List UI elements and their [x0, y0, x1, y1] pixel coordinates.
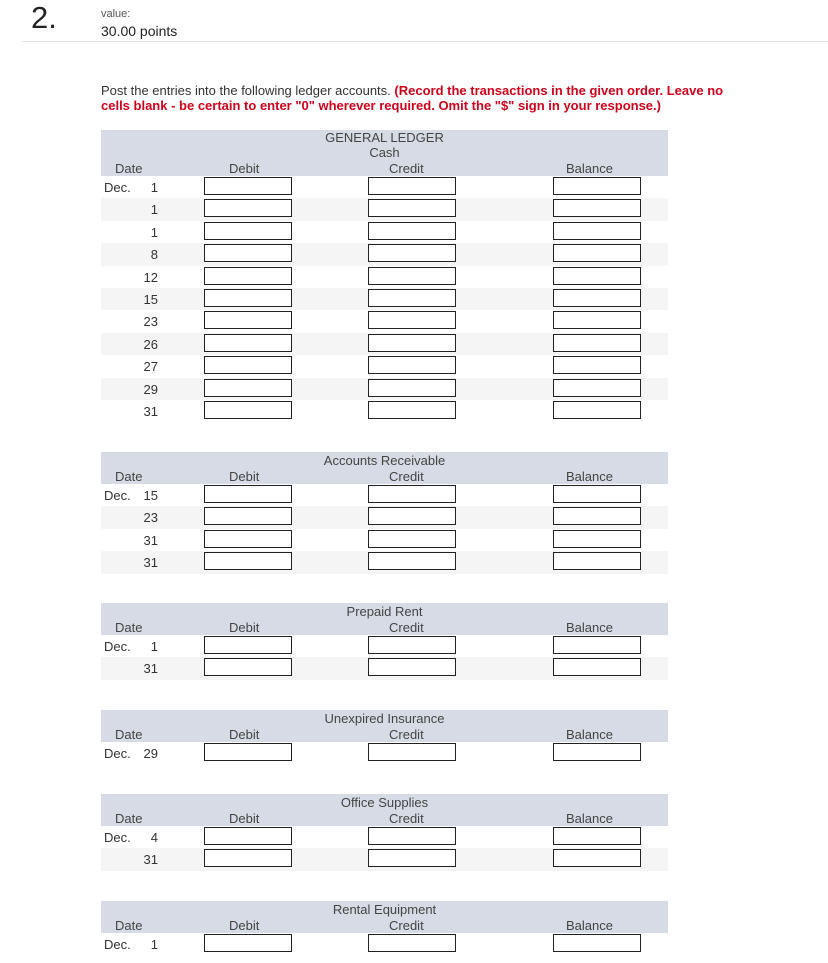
balance-input[interactable]: [553, 244, 641, 262]
row-month: Dec.: [104, 639, 131, 654]
debit-input[interactable]: [204, 334, 292, 352]
ledger-office-supplies: [101, 794, 668, 871]
ledger-row: [101, 198, 668, 220]
ledger-row: [101, 933, 668, 955]
credit-input[interactable]: [368, 401, 456, 419]
balance-input[interactable]: [553, 849, 641, 867]
balance-input[interactable]: [553, 356, 641, 374]
ledger-row: [101, 176, 668, 198]
ledger-header: [101, 794, 668, 826]
balance-input[interactable]: [553, 199, 641, 217]
row-date: 29: [143, 381, 158, 397]
column-date: Date: [115, 811, 143, 826]
credit-input[interactable]: [368, 177, 456, 195]
ledger-row: [101, 310, 668, 332]
ledger-row: [101, 635, 668, 657]
column-date: Date: [115, 161, 143, 176]
row-date: 1: [150, 180, 158, 195]
credit-input[interactable]: [368, 267, 456, 285]
ledger-row: [101, 288, 668, 310]
row-date: 4: [150, 830, 158, 845]
balance-input[interactable]: [553, 401, 641, 419]
column-date: Date: [115, 469, 143, 484]
column-debit: Debit: [229, 811, 260, 826]
debit-input[interactable]: [204, 401, 292, 419]
credit-input[interactable]: [368, 311, 456, 329]
ledger-row: [101, 657, 668, 679]
balance-input[interactable]: [553, 636, 641, 654]
ledger-row: [101, 529, 668, 551]
credit-input[interactable]: [368, 827, 456, 845]
column-balance: Balance: [566, 620, 613, 635]
row-date: 31: [143, 532, 158, 548]
ledger-row: [101, 266, 668, 288]
row-month: Dec.: [104, 488, 131, 503]
credit-input[interactable]: [368, 530, 456, 548]
debit-input[interactable]: [204, 379, 292, 397]
debit-input[interactable]: [204, 222, 292, 240]
column-date: Date: [115, 620, 143, 635]
column-credit: Credit: [389, 918, 424, 933]
credit-input[interactable]: [368, 658, 456, 676]
ledger-prepaid-rent: [101, 603, 668, 680]
balance-input[interactable]: [553, 485, 641, 503]
ledger-row: [101, 826, 668, 848]
ledger-accounts-receivable: [101, 452, 668, 574]
account-name: Cash: [369, 145, 400, 160]
row-date: 1: [150, 639, 158, 654]
debit-input[interactable]: [204, 934, 292, 952]
account-name: Rental Equipment: [332, 902, 437, 917]
debit-input[interactable]: [204, 244, 292, 262]
balance-input[interactable]: [553, 379, 641, 397]
row-date: 31: [143, 852, 158, 868]
ledger-row: [101, 551, 668, 573]
row-date: 23: [143, 510, 158, 526]
row-date: 15: [143, 291, 158, 307]
credit-input[interactable]: [368, 636, 456, 654]
ledger-header: [101, 452, 668, 484]
column-debit: Debit: [229, 918, 260, 933]
row-month: Dec.: [104, 180, 131, 195]
ledger-row: [101, 355, 668, 377]
account-name: Office Supplies: [340, 795, 429, 810]
credit-input[interactable]: [368, 849, 456, 867]
instructions-text: Post the entries into the following ledger accounts.: [101, 83, 395, 98]
row-date: 31: [143, 403, 158, 419]
debit-input[interactable]: [204, 507, 292, 525]
credit-input[interactable]: [368, 244, 456, 262]
debit-input[interactable]: [204, 267, 292, 285]
account-name: Accounts Receivable: [323, 453, 446, 468]
instructions: [101, 83, 751, 113]
ledger-title: GENERAL LEDGER: [325, 130, 444, 145]
debit-input[interactable]: [204, 636, 292, 654]
debit-input[interactable]: [204, 177, 292, 195]
balance-input[interactable]: [553, 334, 641, 352]
balance-input[interactable]: [553, 743, 641, 761]
ledger-header: [101, 901, 668, 933]
row-date: 1: [150, 224, 158, 240]
row-date: 26: [143, 336, 158, 352]
row-date: 29: [143, 746, 158, 761]
ledger-rental-equipment: [101, 901, 668, 955]
row-month: Dec.: [104, 937, 131, 952]
question-points: 30.00 points: [101, 23, 178, 39]
ledger-row: [101, 378, 668, 400]
ledger-row: [101, 243, 668, 265]
debit-input[interactable]: [204, 743, 292, 761]
ledger-header: [101, 130, 668, 176]
ledger-row: [101, 333, 668, 355]
ledger-header: [101, 603, 668, 635]
ledger-row: [101, 848, 668, 870]
account-name: Unexpired Insurance: [324, 711, 445, 726]
column-balance: Balance: [566, 918, 613, 933]
ledger-header: [101, 710, 668, 742]
balance-input[interactable]: [553, 222, 641, 240]
ledger-row: [101, 742, 668, 764]
account-name: Prepaid Rent: [346, 604, 423, 619]
credit-input[interactable]: [368, 222, 456, 240]
ledger-row: [101, 400, 668, 422]
credit-input[interactable]: [368, 934, 456, 952]
ledger-unexpired-insurance: [101, 710, 668, 764]
debit-input[interactable]: [204, 658, 292, 676]
column-debit: Debit: [229, 727, 260, 742]
debit-input[interactable]: [204, 289, 292, 307]
credit-input[interactable]: [368, 743, 456, 761]
debit-input[interactable]: [204, 311, 292, 329]
balance-input[interactable]: [553, 827, 641, 845]
value-label: value:: [101, 8, 131, 20]
debit-input[interactable]: [204, 827, 292, 845]
row-date: 1: [150, 202, 158, 218]
column-balance: Balance: [566, 469, 613, 484]
column-balance: Balance: [566, 161, 613, 176]
balance-input[interactable]: [553, 552, 641, 570]
debit-input[interactable]: [204, 199, 292, 217]
question-number: 2.: [31, 0, 57, 35]
column-credit: Credit: [389, 161, 424, 176]
row-date: 23: [143, 314, 158, 330]
column-debit: Debit: [229, 469, 260, 484]
balance-input[interactable]: [553, 267, 641, 285]
column-credit: Credit: [389, 469, 424, 484]
credit-input[interactable]: [368, 199, 456, 217]
credit-input[interactable]: [368, 334, 456, 352]
instructions-emphasis: (Record the transactions in the given order. Leave no cells blank - be certain to enter "0" wherever required. Omit the "$" sign in your response.): [101, 83, 724, 113]
balance-input[interactable]: [553, 658, 641, 676]
credit-input[interactable]: [368, 552, 456, 570]
balance-input[interactable]: [553, 507, 641, 525]
column-debit: Debit: [229, 620, 260, 635]
credit-input[interactable]: [368, 356, 456, 374]
column-credit: Credit: [389, 811, 424, 826]
balance-input[interactable]: [553, 934, 641, 952]
debit-input[interactable]: [204, 552, 292, 570]
column-balance: Balance: [566, 811, 613, 826]
row-date: 27: [143, 359, 158, 375]
header-divider: [22, 41, 828, 42]
ledger-cash: [101, 130, 668, 422]
row-month: Dec.: [104, 830, 131, 845]
ledger-row: [101, 484, 668, 506]
debit-input[interactable]: [204, 849, 292, 867]
credit-input[interactable]: [368, 289, 456, 307]
balance-input[interactable]: [553, 289, 641, 307]
row-date: 31: [143, 661, 158, 677]
row-date: 15: [143, 488, 158, 503]
balance-input[interactable]: [553, 311, 641, 329]
balance-input[interactable]: [553, 530, 641, 548]
debit-input[interactable]: [204, 530, 292, 548]
credit-input[interactable]: [368, 507, 456, 525]
column-balance: Balance: [566, 727, 613, 742]
row-date: 8: [150, 247, 158, 263]
debit-input[interactable]: [204, 485, 292, 503]
balance-input[interactable]: [553, 177, 641, 195]
ledger-row: [101, 221, 668, 243]
row-date: 1: [150, 937, 158, 952]
row-month: Dec.: [104, 746, 131, 761]
debit-input[interactable]: [204, 356, 292, 374]
column-debit: Debit: [229, 161, 260, 176]
column-date: Date: [115, 727, 143, 742]
row-date: 12: [143, 269, 158, 285]
column-credit: Credit: [389, 620, 424, 635]
row-date: 31: [143, 555, 158, 571]
ledger-row: [101, 506, 668, 528]
column-date: Date: [115, 918, 143, 933]
column-credit: Credit: [389, 727, 424, 742]
credit-input[interactable]: [368, 379, 456, 397]
credit-input[interactable]: [368, 485, 456, 503]
